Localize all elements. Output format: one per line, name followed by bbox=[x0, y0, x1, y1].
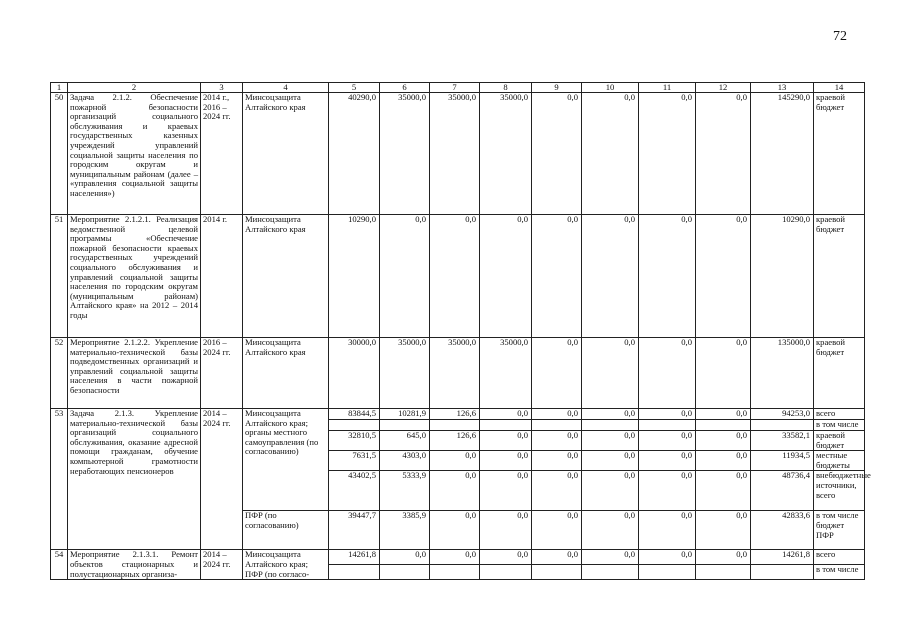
row-executor: Минсоцзащита Алтайского края bbox=[243, 338, 329, 409]
value-cell: 0,0 bbox=[582, 471, 639, 511]
row-name: Мероприятие 2.1.2.1. Реализация ведомственной целевой программы «Обеспечение пожарной безопасности краевых государственных учреждений социального обслуживания и управлений социальной защиты населения по городским округам (муниципальным районам) Алтайского края» на 2012 – 2014 годы bbox=[68, 215, 201, 338]
value-cell bbox=[329, 420, 380, 431]
row-period: 2014 – 2024 гг. bbox=[201, 409, 243, 550]
value-cell: 5333,9 bbox=[380, 471, 430, 511]
value-cell: 0,0 bbox=[582, 93, 639, 215]
row-name: Мероприятие 2.1.2.2. Укрепление материально-технической базы подведомственных организаций и управлений социальной защиты населения в части пожарной безопасности bbox=[68, 338, 201, 409]
row-executor: ПФР (по согласованию) bbox=[243, 511, 329, 550]
value-cell bbox=[696, 565, 751, 580]
value-cell: 40290,0 bbox=[329, 93, 380, 215]
value-cell: 10290,0 bbox=[751, 215, 814, 338]
value-cell: 0,0 bbox=[532, 550, 582, 565]
value-cell bbox=[639, 565, 696, 580]
row-period: 2016 – 2024 гг. bbox=[201, 338, 243, 409]
value-cell: 0,0 bbox=[639, 338, 696, 409]
value-cell bbox=[480, 565, 532, 580]
value-cell: 135000,0 bbox=[751, 338, 814, 409]
value-cell: 0,0 bbox=[639, 93, 696, 215]
value-cell: 0,0 bbox=[582, 215, 639, 338]
table-row bbox=[51, 215, 865, 338]
value-cell: 0,0 bbox=[532, 409, 582, 420]
column-header: 5 bbox=[329, 83, 380, 93]
value-cell: 0,0 bbox=[696, 511, 751, 550]
value-cell: 0,0 bbox=[696, 93, 751, 215]
row-source: краевой бюджет bbox=[814, 431, 865, 451]
value-cell: 0,0 bbox=[582, 338, 639, 409]
row-name: Задача 2.1.3. Укрепление материально-технической базы организаций социального обслуживания, оказание адресной помощи гражданам, обучение компьютерной грамотности неработающих пенсионеров bbox=[68, 409, 201, 550]
value-cell: 126,6 bbox=[430, 431, 480, 451]
value-cell: 0,0 bbox=[532, 431, 582, 451]
row-source: внебюджетные источники, всего bbox=[814, 471, 865, 511]
value-cell: 35000,0 bbox=[380, 93, 430, 215]
column-header: 3 bbox=[201, 83, 243, 93]
value-cell: 11934,5 bbox=[751, 451, 814, 471]
table-row bbox=[51, 409, 865, 420]
value-cell: 0,0 bbox=[532, 215, 582, 338]
row-number: 51 bbox=[51, 215, 68, 338]
value-cell: 0,0 bbox=[532, 93, 582, 215]
value-cell: 0,0 bbox=[430, 471, 480, 511]
value-cell: 0,0 bbox=[532, 511, 582, 550]
row-source: в том числе бюджет ПФР bbox=[814, 511, 865, 550]
value-cell: 0,0 bbox=[696, 431, 751, 451]
row-source: в том числе bbox=[814, 420, 865, 431]
row-source: всего bbox=[814, 409, 865, 420]
value-cell: 0,0 bbox=[582, 409, 639, 420]
value-cell: 0,0 bbox=[480, 409, 532, 420]
value-cell: 48736,4 bbox=[751, 471, 814, 511]
column-header: 13 bbox=[751, 83, 814, 93]
value-cell bbox=[582, 420, 639, 431]
header-row bbox=[51, 83, 865, 93]
value-cell: 10281,9 bbox=[380, 409, 430, 420]
value-cell: 0,0 bbox=[532, 338, 582, 409]
value-cell: 0,0 bbox=[582, 431, 639, 451]
value-cell: 0,0 bbox=[696, 409, 751, 420]
row-executor: Минсоцзащита Алтайского края; органы местного самоуправления (по согласованию) bbox=[243, 409, 329, 511]
value-cell: 3385,9 bbox=[380, 511, 430, 550]
value-cell: 0,0 bbox=[480, 215, 532, 338]
value-cell: 0,0 bbox=[639, 451, 696, 471]
column-header: 2 bbox=[68, 83, 201, 93]
value-cell: 30000,0 bbox=[329, 338, 380, 409]
value-cell bbox=[532, 420, 582, 431]
row-source: краевой бюджет bbox=[814, 93, 865, 215]
row-number: 50 bbox=[51, 93, 68, 215]
value-cell bbox=[532, 565, 582, 580]
row-period: 2014 – 2024 гг. bbox=[201, 550, 243, 580]
value-cell bbox=[480, 420, 532, 431]
row-executor: Минсоцзащита Алтайского края bbox=[243, 93, 329, 215]
value-cell: 0,0 bbox=[639, 471, 696, 511]
table-row bbox=[51, 550, 865, 565]
page-number: 72 bbox=[833, 29, 847, 44]
value-cell: 0,0 bbox=[430, 550, 480, 565]
row-number: 54 bbox=[51, 550, 68, 580]
value-cell: 10290,0 bbox=[329, 215, 380, 338]
column-header: 14 bbox=[814, 83, 865, 93]
row-executor: Минсоцзащита Алтайского края; ПФР (по согласо- bbox=[243, 550, 329, 580]
column-header: 10 bbox=[582, 83, 639, 93]
value-cell: 645,0 bbox=[380, 431, 430, 451]
value-cell: 0,0 bbox=[380, 550, 430, 565]
value-cell: 0,0 bbox=[532, 471, 582, 511]
row-period: 2014 г. bbox=[201, 215, 243, 338]
row-source: в том числе bbox=[814, 565, 865, 580]
row-source: всего bbox=[814, 550, 865, 565]
value-cell: 0,0 bbox=[480, 431, 532, 451]
value-cell: 0,0 bbox=[696, 550, 751, 565]
value-cell: 0,0 bbox=[639, 511, 696, 550]
value-cell bbox=[380, 565, 430, 580]
value-cell: 0,0 bbox=[696, 471, 751, 511]
column-header: 9 bbox=[532, 83, 582, 93]
value-cell bbox=[639, 420, 696, 431]
value-cell: 7631,5 bbox=[329, 451, 380, 471]
value-cell: 14261,8 bbox=[329, 550, 380, 565]
value-cell: 0,0 bbox=[696, 451, 751, 471]
value-cell: 0,0 bbox=[430, 215, 480, 338]
value-cell bbox=[430, 420, 480, 431]
value-cell: 0,0 bbox=[639, 215, 696, 338]
value-cell: 0,0 bbox=[480, 550, 532, 565]
value-cell: 35000,0 bbox=[430, 93, 480, 215]
value-cell: 42833,6 bbox=[751, 511, 814, 550]
value-cell: 4303,0 bbox=[380, 451, 430, 471]
column-header: 6 bbox=[380, 83, 430, 93]
value-cell: 0,0 bbox=[480, 471, 532, 511]
value-cell: 35000,0 bbox=[430, 338, 480, 409]
value-cell: 0,0 bbox=[480, 451, 532, 471]
value-cell: 0,0 bbox=[430, 451, 480, 471]
value-cell bbox=[751, 565, 814, 580]
value-cell bbox=[430, 565, 480, 580]
value-cell: 35000,0 bbox=[480, 93, 532, 215]
column-header: 1 bbox=[51, 83, 68, 93]
value-cell: 145290,0 bbox=[751, 93, 814, 215]
value-cell: 0,0 bbox=[480, 511, 532, 550]
value-cell bbox=[582, 565, 639, 580]
row-number: 52 bbox=[51, 338, 68, 409]
value-cell: 43402,5 bbox=[329, 471, 380, 511]
row-name: Задача 2.1.2. Обеспечение пожарной безопасности организаций социального обслуживания и краевых государственных казенных учреждений управлений социальной защиты населения по городским округам и муниципальным районам (далее – «управления социальной защиты населения») bbox=[68, 93, 201, 215]
budget-table bbox=[50, 82, 871, 580]
value-cell: 39447,7 bbox=[329, 511, 380, 550]
value-cell bbox=[751, 420, 814, 431]
value-cell bbox=[380, 420, 430, 431]
value-cell: 35000,0 bbox=[380, 338, 430, 409]
row-source: местные бюджеты bbox=[814, 451, 865, 471]
value-cell: 0,0 bbox=[582, 511, 639, 550]
row-source: краевой бюджет bbox=[814, 338, 865, 409]
value-cell: 126,6 bbox=[430, 409, 480, 420]
value-cell: 94253,0 bbox=[751, 409, 814, 420]
value-cell: 0,0 bbox=[532, 451, 582, 471]
row-source: краевой бюджет bbox=[814, 215, 865, 338]
value-cell: 0,0 bbox=[696, 338, 751, 409]
column-header: 4 bbox=[243, 83, 329, 93]
column-header: 11 bbox=[639, 83, 696, 93]
column-header: 8 bbox=[480, 83, 532, 93]
row-name: Мероприятие 2.1.3.1. Ремонт объектов стационарных и полустационарных организа- bbox=[68, 550, 201, 580]
value-cell bbox=[329, 565, 380, 580]
row-number: 53 bbox=[51, 409, 68, 550]
value-cell: 0,0 bbox=[696, 215, 751, 338]
value-cell: 0,0 bbox=[639, 550, 696, 565]
value-cell: 0,0 bbox=[430, 511, 480, 550]
value-cell bbox=[696, 420, 751, 431]
value-cell: 0,0 bbox=[639, 409, 696, 420]
table-row bbox=[51, 93, 865, 215]
value-cell: 14261,8 bbox=[751, 550, 814, 565]
value-cell: 0,0 bbox=[639, 431, 696, 451]
table-row bbox=[51, 338, 865, 409]
column-header: 12 bbox=[696, 83, 751, 93]
value-cell: 0,0 bbox=[582, 451, 639, 471]
value-cell: 0,0 bbox=[582, 550, 639, 565]
row-executor: Минсоцзащита Алтайского края bbox=[243, 215, 329, 338]
value-cell: 0,0 bbox=[380, 215, 430, 338]
value-cell: 83844,5 bbox=[329, 409, 380, 420]
value-cell: 35000,0 bbox=[480, 338, 532, 409]
value-cell: 33582,1 bbox=[751, 431, 814, 451]
column-header: 7 bbox=[430, 83, 480, 93]
value-cell: 32810,5 bbox=[329, 431, 380, 451]
row-period: 2014 г., 2016 – 2024 гг. bbox=[201, 93, 243, 215]
